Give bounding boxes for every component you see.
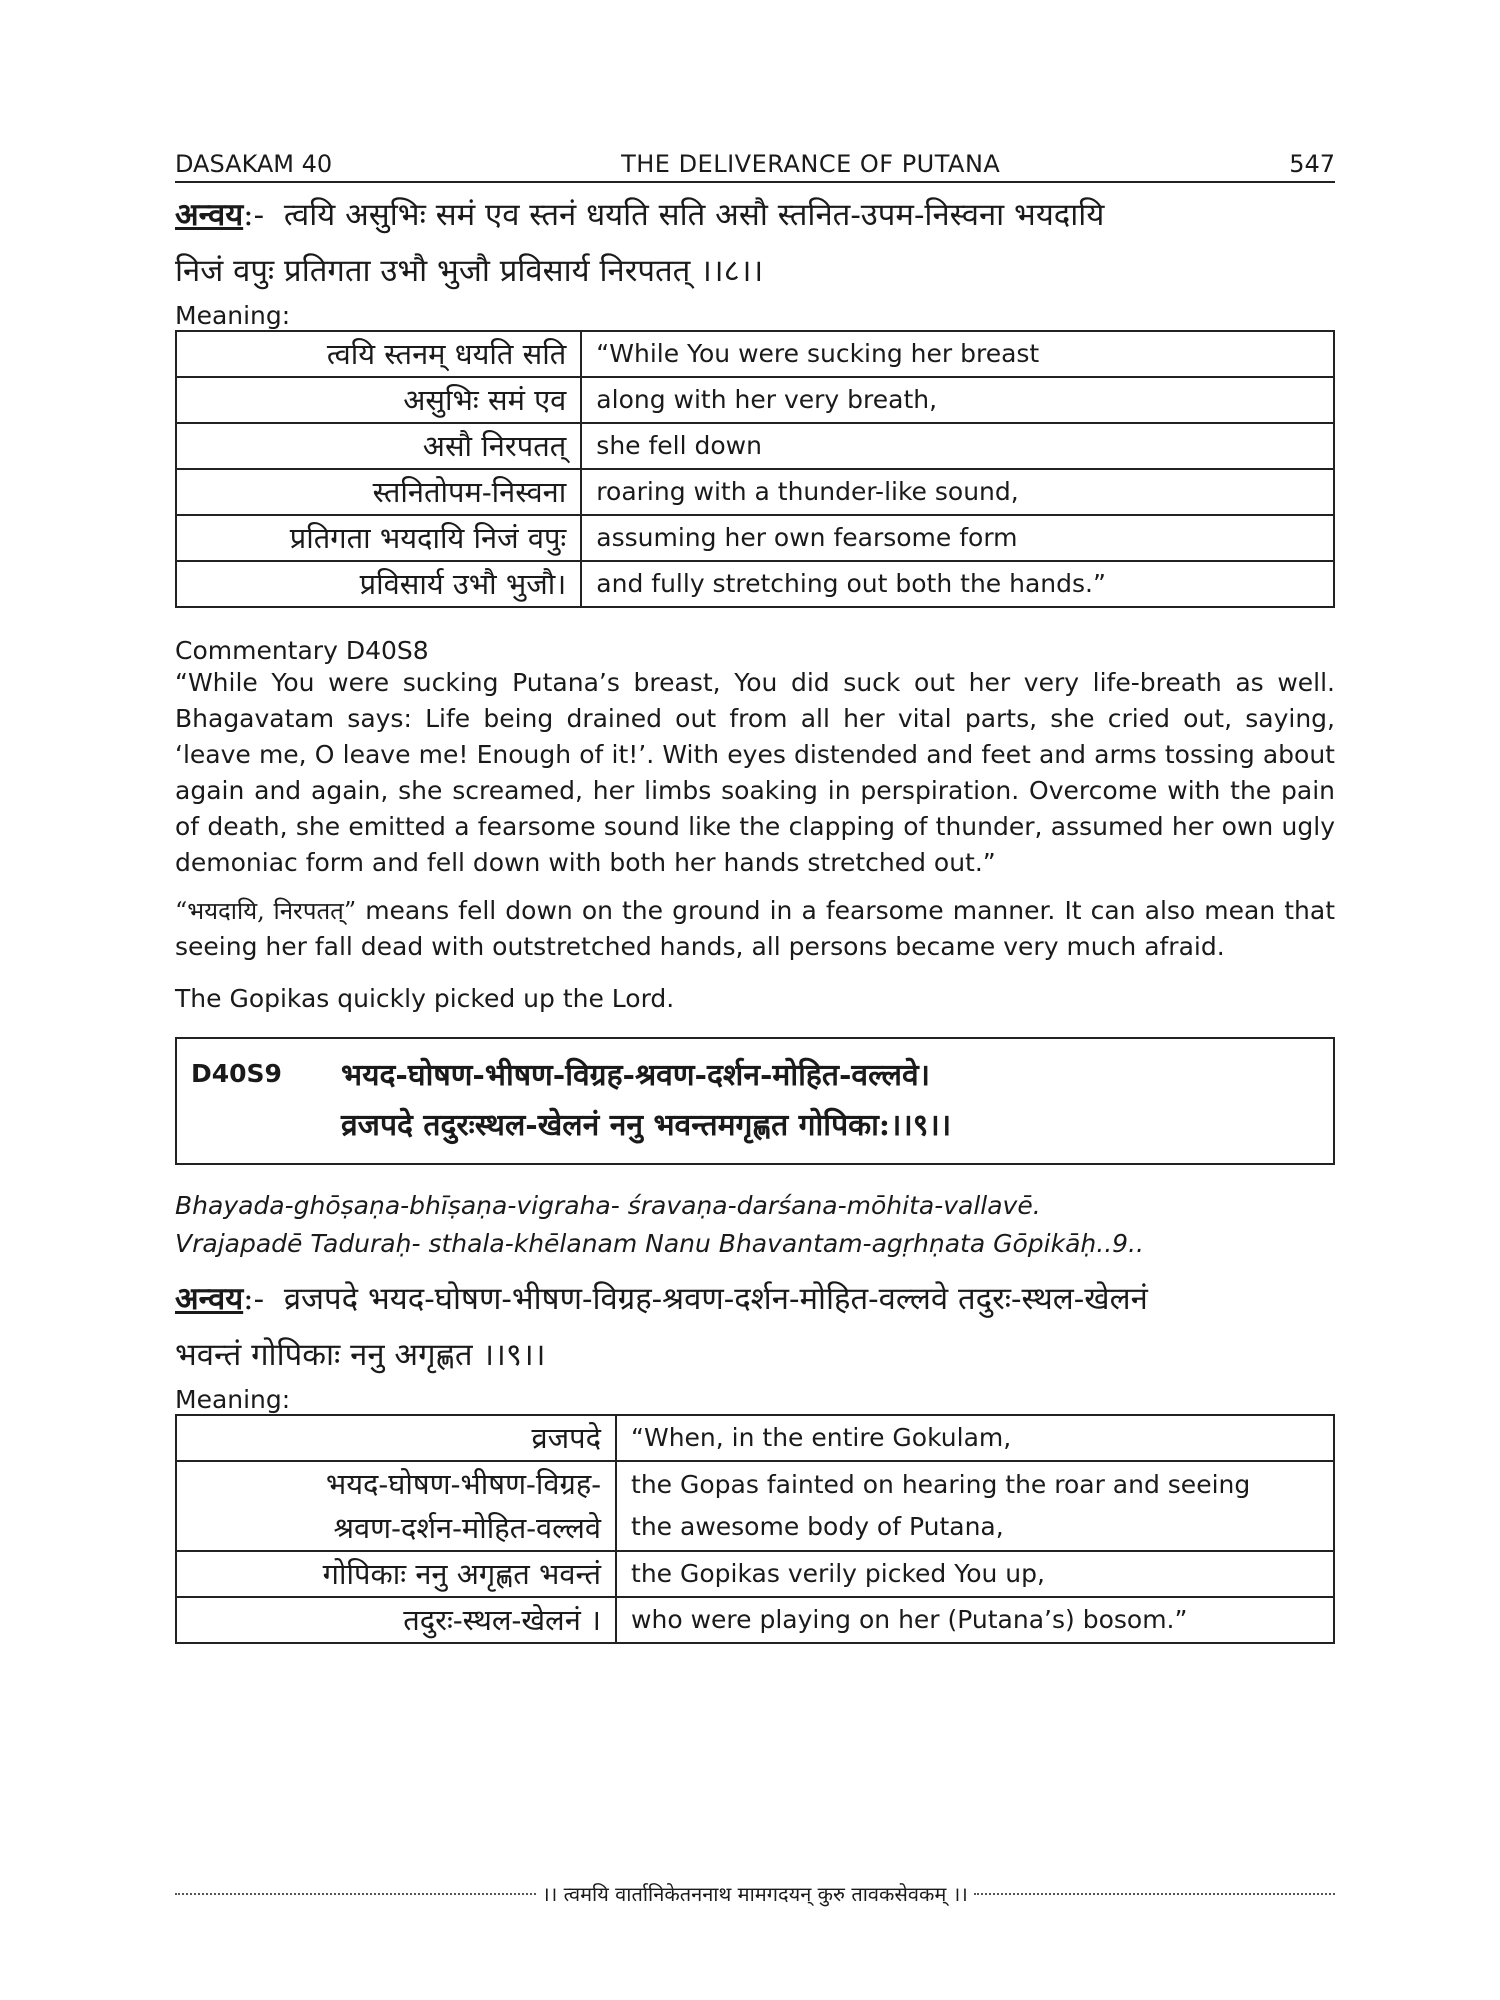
english-cell: “While You were sucking her breast [581, 331, 1334, 377]
anvaya-colon: :- [243, 197, 265, 233]
anvaya-line [175, 1271, 1335, 1327]
transliteration [175, 1187, 1335, 1263]
english-cell: assuming her own fearsome form [581, 515, 1334, 561]
commentary-title: Commentary D40S8 [175, 636, 429, 665]
meaning-table-9 [175, 1414, 1335, 1644]
footer-verse: ।। त्वमयि वार्तानिकेतननाथ मामगदयन् कुरु तावकसेवकम् ।। [542, 1882, 968, 1906]
sanskrit-cell [176, 1415, 616, 1461]
sanskrit-cell: असुभिः समं एव [176, 377, 581, 423]
sanskrit-line: भयद-घोषण-भीषण-विग्रह- [325, 1467, 602, 1501]
table-row [176, 469, 1334, 515]
commentary-paragraph: “While You were sucking Putana’s breast, You did suck out her very life-breath as well. Bhagavatam says: Life being drained out from all her vital parts, she cried out, saying, ‘leave me, O leave me! Enough of it!’. With eyes distended and feet and arms tossing about again and again, she screamed, her limbs soaking in perspiration. Overcome with the pain of death, she emitted a fearsome sound like the clapping of thunder, assumed her own ugly demoniac form and fell down with both her hands stretched out.” [175, 668, 1335, 877]
chapter-label: DASAKAM 40 [175, 150, 333, 178]
table-row [176, 1415, 1334, 1461]
english-line: “When, in the entire Gokulam, [631, 1423, 1012, 1452]
commentary-paragraph-2 [175, 893, 1335, 965]
sanskrit-line: गोपिकाः ननु अगृह्णत भवन्तं [322, 1557, 602, 1591]
footer-dotted-rule-right [974, 1893, 1335, 1895]
page [175, 150, 1335, 1644]
table-row [176, 1461, 1334, 1551]
sanskrit-cell: प्रतिगता भयदायि निजं वपुः [176, 515, 581, 561]
page-number: 547 [1289, 150, 1335, 178]
sanskrit-cell: स्तनितोपम-निस्वना [176, 469, 581, 515]
english-cell: she fell down [581, 423, 1334, 469]
meaning-label: Meaning: [175, 301, 291, 330]
anvaya-verse-9 [175, 1271, 1335, 1383]
commentary-paragraph-3: The Gopikas quickly picked up the Lord. [175, 984, 675, 1013]
anvaya-text-2: भवन्तं गोपिकाः ननु अगृह्णत ।।९।। [175, 1337, 546, 1373]
english-cell: roaring with a thunder-like sound, [581, 469, 1334, 515]
english-cell [616, 1551, 1334, 1597]
meaning-table-8 [175, 330, 1335, 608]
sanskrit-cell [176, 1597, 616, 1643]
anvaya-verse-8 [175, 187, 1335, 299]
meaning-label: Meaning: [175, 1385, 291, 1414]
running-header [175, 150, 1335, 183]
table-row [176, 1551, 1334, 1597]
table-row [176, 331, 1334, 377]
anvaya-colon: :- [243, 1281, 265, 1317]
sanskrit-cell: त्वयि स्तनम् धयति सति [176, 331, 581, 377]
sanskrit-line: श्रवण-दर्शन-मोहित-वल्लवे [333, 1511, 602, 1545]
anvaya-text-1: त्वयि असुभिः समं एव स्तनं धयति सति असौ स्तनित-उपम-निस्वना भयदायि [283, 197, 1105, 233]
english-cell: and fully stretching out both the hands.” [581, 561, 1334, 607]
english-cell: along with her very breath, [581, 377, 1334, 423]
english-cell [616, 1415, 1334, 1461]
sanskrit-line: तदुरः-स्थल-खेलनं । [403, 1603, 602, 1637]
anvaya-text-1: व्रजपदे भयद-घोषण-भीषण-विग्रह-श्रवण-दर्शन-मोहित-वल्लवे तदुरः-स्थल-खेलनं [283, 1281, 1148, 1317]
verse-box-9 [175, 1037, 1335, 1165]
table-row [176, 377, 1334, 423]
english-cell [616, 1461, 1334, 1551]
anvaya-text-2: निजं वपुः प्रतिगता उभौ भुजौ प्रविसार्य निरपतत् ।।८।। [175, 253, 764, 289]
verse-lines [341, 1051, 951, 1151]
table-row [176, 423, 1334, 469]
footer-dotted-rule-left [175, 1893, 536, 1895]
sanskrit-cell [176, 1461, 616, 1551]
anvaya-label: अन्वय [175, 1281, 244, 1317]
anvaya-label: अन्वय [175, 197, 244, 233]
verse-id: D40S9 [191, 1059, 282, 1088]
transliteration-line-2: Vrajapadē Taduraḥ- sthala-khēlanam Nanu Bhavantam-agṛhṇata Gōpikāḥ..9.. [175, 1229, 1144, 1258]
english-line: the Gopikas verily picked You up, [631, 1559, 1045, 1588]
table-row [176, 1597, 1334, 1643]
sanskrit-cell [176, 1551, 616, 1597]
sanskrit-cell: प्रविसार्य उभौ भुजौ। [176, 561, 581, 607]
anvaya-line [175, 187, 1335, 243]
chapter-title: THE DELIVERANCE OF PUTANA [621, 150, 1001, 178]
english-line: who were playing on her (Putana’s) bosom.” [631, 1605, 1188, 1634]
english-cell [616, 1597, 1334, 1643]
quoted-sanskrit: “भयदायि, निरपतत्” [175, 897, 357, 925]
table-row [176, 515, 1334, 561]
commentary-text: means fell down on the ground in a fearsome manner. It can also mean that seeing her fall dead with outstretched hands, all persons became very much afraid. [175, 896, 1335, 961]
table-row [176, 561, 1334, 607]
verse-line-1: भयद-घोषण-भीषण-विग्रह-श्रवण-दर्शन-मोहित-वल्लवे। [341, 1058, 930, 1093]
english-line: the awesome body of Putana, [631, 1512, 1004, 1541]
sanskrit-cell: असौ निरपतत् [176, 423, 581, 469]
transliteration-line-1: Bhayada-ghōṣaṇa-bhīṣaṇa-vigraha- śravaṇa-darśana-mōhita-vallavē. [175, 1191, 1041, 1220]
footer [175, 1880, 1335, 1907]
sanskrit-line: व्रजपदे [531, 1421, 602, 1455]
english-line: the Gopas fainted on hearing the roar and seeing [631, 1470, 1251, 1499]
verse-line-2: व्रजपदे तदुरःस्थल-खेलनं ननु भवन्तमगृह्णत गोपिका:।।९।। [341, 1108, 952, 1143]
